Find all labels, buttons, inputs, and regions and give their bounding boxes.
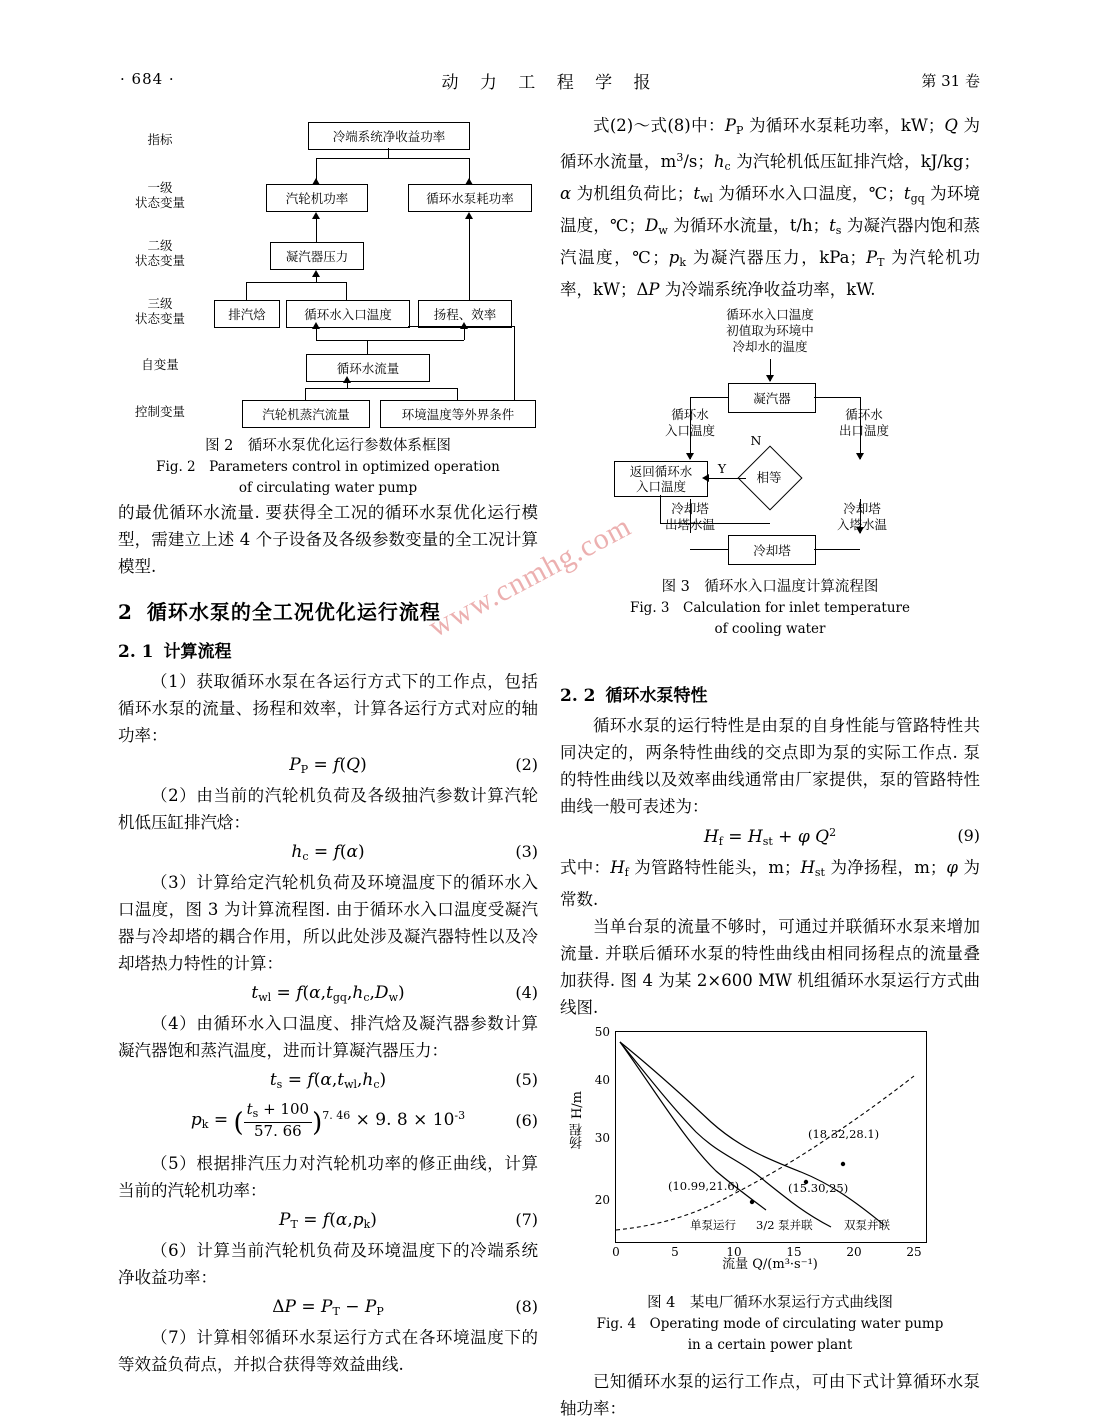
fig2-line [388,148,389,158]
section-2-1-number: 2. 1 [118,642,154,662]
fig3-caption-en2: of cooling water [714,621,826,637]
fig2-box-flow: 循环水流量 [306,354,430,382]
fig3-note-line1: 循环水入口温度 [726,307,814,322]
chart-xtick: 0 [612,1245,620,1259]
fig2-row-label-level1: 一级 [147,180,173,195]
chart-ytick: 50 [594,1025,610,1039]
chart-point-18-32 [841,1162,845,1166]
fig4-caption-cn: 图 4 某电厂循环水泵运行方式曲线图 [647,1295,893,1311]
chart-plot-area [615,1031,927,1243]
fig3-label-tower-in-l2: 入塔水温 [836,517,887,532]
chart-xlabel: 流量 Q/(m³·s⁻¹) [722,1257,818,1272]
equation-5: $t_s = f(\alpha,t_{wl},h_c)$ (5) [269,1070,538,1091]
fig3-box-cooling-tower: 冷却塔 [728,535,816,565]
chart-svg [616,1032,926,1242]
chart-legend-double: 双泵并联 [844,1218,890,1232]
left-para-1: 的最优循环水流量. 要获得全工况的循环水泵优化运行模型，需建立上述 4 个子设备及各级参数变量的全工况计算模型. [118,503,538,576]
fig3-caption-en1: Fig. 3 Calculation for inlet temperature [630,600,910,616]
figure-2 [118,112,538,496]
left-para-step6: （6）计算当前汽轮机负荷及环境温度下的冷端系统净收益功率： [118,1241,538,1287]
fig2-box-pump-power: 循环水泵耗功率 [408,184,532,212]
fig2-line [408,326,514,327]
volume-label: 第 31 卷 [921,72,980,90]
fig2-line [316,158,470,159]
fig3-arrow [856,453,864,460]
chart-xtick: 15 [786,1245,802,1259]
fig2-line [367,340,368,354]
fig2-line [305,388,306,400]
fig3-line [814,397,860,398]
fig2-line [514,326,515,400]
fig2-row-label-level2b: 状态变量 [134,253,185,268]
fig3-box-return-l2: 入口温度 [635,479,686,494]
chart-annotation-1099: (10.99,21.6) [668,1179,740,1193]
watermark: www.cnmhg.com [423,509,637,644]
section-2-number: 2 [118,600,133,624]
fig3-arrow [686,453,694,460]
journal-title: 动 力 工 程 学 报 [441,73,659,93]
fig3-branch-no: N [750,433,762,448]
chart-ytick: 40 [594,1073,610,1087]
fig2-line [305,388,457,389]
chart-annotation-1832: (18.32,28.1) [808,1127,880,1141]
equation-3: $h_c = f(\alpha)$ (3) [291,842,538,863]
fig2-arrow [312,178,320,185]
fig2-arrow [312,270,320,277]
fig2-line [457,388,458,400]
fig2-box-head-eff: 扬程、效率 [418,300,512,328]
section-2-title: 循环水泵的全工况优化运行流程 [146,600,441,624]
fig3-box-return [614,461,708,497]
section-2-heading [118,596,538,625]
chart-ylabel: 扬程 H/m [570,1091,585,1150]
fig2-arrow [312,322,320,329]
fig2-box-steam-flow: 汽轮机蒸汽流量 [242,400,370,428]
fig2-box-turbine-power: 汽轮机功率 [266,184,368,212]
left-para-step1: （1）获取循环水泵在各运行方式下的工作点，包括循环水泵的流量、扬程和效率，计算各运行方式对应的轴功率： [118,672,538,745]
fig2-row-label-level2: 二级 [147,238,173,253]
chart-xtick: 5 [671,1245,679,1259]
fig2-arrow [465,178,473,185]
chart-xtick: 10 [726,1245,742,1259]
fig3-label-inlet-l1: 循环水 [671,407,709,422]
fig2-caption-cn: 图 2 循环水泵优化运行参数体系框图 [205,438,451,454]
chart-xtick: 25 [906,1245,922,1259]
fig3-arrow [702,474,709,482]
figure-3 [560,303,980,637]
right-para-3: 当单台泵的流量不够时，可通过并联循环水泵来增加流量. 并联后循环水泵的特性曲线由相同扬程点的流量叠加获得. 图 4 为某 2×600 MW 机组循环水泵运行方式曲线图. [560,917,980,1017]
fig2-caption-en1: Fig. 2 Parameters control in optimized operation [156,459,500,475]
chart-series-pipe-characteristic [616,1076,914,1230]
left-column [118,112,538,1378]
fig3-arrow [766,375,774,382]
fig2-line [316,216,317,242]
chart-ytick: 30 [594,1131,610,1145]
fig3-label-tower-in-l1: 冷却塔 [843,501,881,516]
fig2-row-label-index: 指标 [147,132,173,147]
equation-9: $H_f = H_{st} + \varphi$ $Q^2$ (9) [703,826,980,848]
chart-point-10-99 [750,1200,754,1204]
fig2-row-label-independent: 自变量 [141,357,179,372]
equation-8-number: (8) [515,1297,538,1316]
fig4-caption-en1: Fig. 4 Operating mode of circulating water pump [596,1316,944,1332]
equation-4: $t_{wl} = f(\alpha,t_{gq},h_c,D_w)$ (4) [251,983,538,1004]
fig2-row-label-control: 控制变量 [134,404,185,419]
fig2-line [469,216,470,300]
fig3-label-tower-out-l1: 冷却塔 [671,501,709,516]
left-para-step4: （4）由循环水入口温度、排汽焓及凝汽器参数计算凝汽器饱和蒸汽温度，进而计算凝汽器压力： [118,1014,538,1060]
equation-6: $p_k$ = ( $\frac{t_s + 100}{57. 66}$ )$^{7. 46}$ × 9. $8 \times 10^{-3}$ (6) [190,1100,538,1140]
fig2-arrow [343,376,351,383]
section-2-1-heading [118,637,538,662]
fig2-line [316,340,464,341]
fig3-note-line3: 冷却水的温度 [732,339,808,354]
fig2-box-net-benefit: 冷端系统净收益功率 [308,122,470,150]
fig2-arrow [312,212,320,219]
chart-legend-three-two: 3/2 泵并联 [756,1218,813,1232]
chart-ytick: 20 [594,1193,610,1207]
fig2-arrow [465,212,473,219]
fig2-box-exhaust-enthalpy: 排汽焓 [214,300,280,328]
fig3-line [706,478,746,479]
fig3-label-outlet-l2: 出口温度 [838,423,889,438]
left-para-step3: （3）计算给定汽轮机负荷及环境温度下的循环水入口温度，图 3 为计算流程图. 由于循环水入口温度受凝汽器与冷却塔的耦合作用，所以此处涉及凝汽器特性以及冷却塔热力特性的计算： [118,873,538,973]
fig2-box-ambient: 环境温度等外界条件 [380,400,536,428]
equation-9-number: (9) [957,826,980,845]
fig3-label-tower-out-l2: 出塔水温 [664,517,715,532]
section-2-1-title: 计算流程 [163,642,232,662]
fig2-line [246,282,247,300]
fig3-label-inlet-l2: 入口温度 [664,423,715,438]
equation-2: $P_P = f(Q)$ (2) [289,755,538,776]
fig2-line [346,282,347,300]
equation-4-number: (4) [515,983,538,1002]
figure-4 [560,1021,980,1283]
fig3-decision-label: 相等 [756,470,782,485]
fig3-branch-yes: Y [717,461,727,476]
equation-7: $P_T = f(\alpha,p_k)$ (7) [279,1210,538,1231]
right-para-2: 式中：$H_f$ 为管路特性能头，m；$H_{st}$ 为净扬程，m；φ 为常数. [560,858,980,909]
right-para-nomenclature: 式(2)～式(8)中：$P_P$ 为循环水泵耗功率，kW；Q 为循环水流量，$m^3/s$；$h_c$ 为汽轮机低压缸排汽焓，kJ/kg；α 为机组负荷比；$t_{wl}$ 为循环水入口温度，℃；$t_{gq}$ 为环境温度，℃；$D_w$ 为循环水流量，t/h；$t_s$ 为凝汽器内饱和蒸汽温度，℃；$p_k$ 为凝汽器压力，kPa；$P_T$ 为汽轮机功率，kW；ΔP 为冷端系统净收益功率，kW. [560,116,981,299]
fig3-line [814,549,860,550]
left-para-step7: （7）计算相邻循环水泵运行方式在各环境温度下的等效益负荷点，并拟合获得等效益曲线. [118,1328,538,1374]
right-para-1: 循环水泵的运行特性是由泵的自身性能与管路特性共同决定的，两条特性曲线的交点即为泵的实际工作点. 泵的特性曲线以及效率曲线通常由厂家提供，泵的管路特性曲线一般可表述为： [560,716,980,816]
right-column [560,112,980,1422]
section-2-2-number: 2. 2 [560,686,596,706]
page-header [120,70,980,94]
fig3-line [690,549,728,550]
fig4-caption-en2: in a certain power plant [687,1337,853,1353]
fig3-caption-cn: 图 3 循环水入口温度计算流程图 [661,579,879,595]
fig2-row-label-level3b: 状态变量 [134,311,185,326]
equation-5-number: (5) [515,1070,538,1089]
equation-8: $\Delta P = P_T - P_P$ (8) [272,1297,538,1318]
equation-6-number: (6) [515,1111,538,1130]
fig3-box-condenser: 凝汽器 [728,383,816,413]
fig3-note-line2: 初值取为环境中 [726,323,814,338]
fig2-row-label-level3: 三级 [147,296,173,311]
right-para-4: 已知循环水泵的运行工作点，可由下式计算循环水泵轴功率： [560,1372,980,1418]
page-number: · 684 · [120,70,175,88]
chart-legend-single: 单泵运行 [690,1218,736,1232]
equation-7-number: (7) [515,1210,538,1229]
section-2-2-title: 循环水泵特性 [605,686,708,706]
fig2-box-inlet-temp: 循环水入口温度 [286,300,410,328]
fig2-line [246,282,346,283]
fig2-row-label-level1b: 状态变量 [134,195,185,210]
equation-3-number: (3) [515,842,538,861]
left-para-step2: （2）由当前的汽轮机负荷及各级抽汽参数计算汽轮机低压缸排汽焓： [118,786,538,832]
fig3-box-return-l1: 返回循环水 [629,464,693,479]
chart-annotation-1530: (15.30,25) [788,1181,849,1195]
equation-2-number: (2) [515,755,538,774]
chart-xtick: 20 [846,1245,862,1259]
fig2-box-condenser-pressure: 凝汽器压力 [270,242,364,270]
fig2-caption-en2: of circulating water pump [238,480,418,496]
fig3-line [690,397,728,398]
left-para-step5: （5）根据排汽压力对汽轮机功率的修正曲线，计算当前的汽轮机功率： [118,1154,538,1200]
fig3-label-outlet-l1: 循环水 [845,407,883,422]
section-2-2-heading [560,681,980,706]
